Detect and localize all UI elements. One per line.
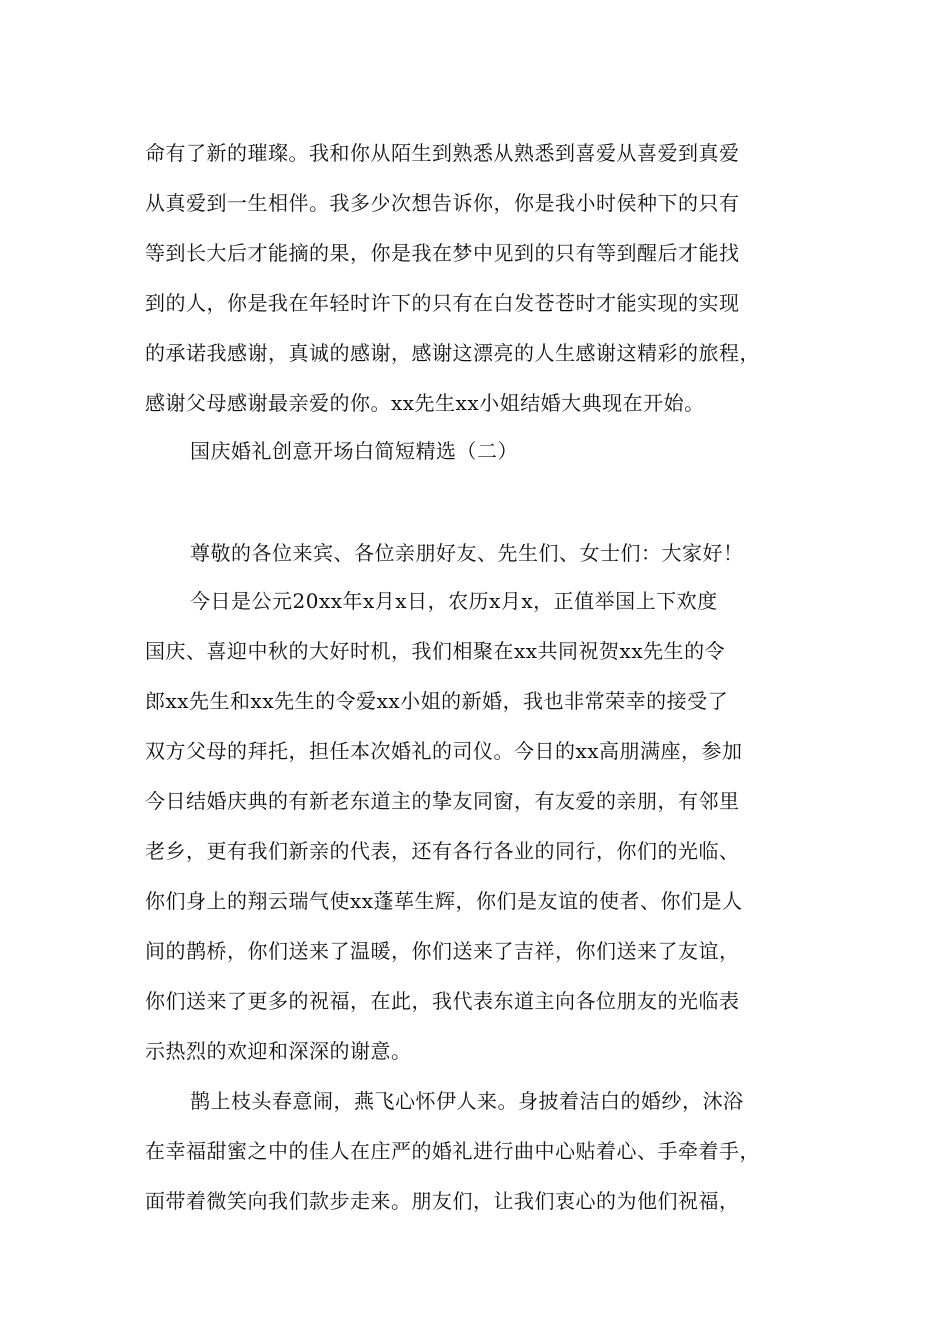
text-line: 双方父母的拜托，担任本次婚礼的司仪。今日的xx高朋满座，参加 bbox=[145, 739, 743, 763]
text-line: 今日结婚庆典的有新老东道主的挚友同窗，有友爱的亲朋，有邻里 bbox=[145, 789, 740, 813]
text-line: 间的鹊桥，你们送来了温暖，你们送来了吉祥，你们送来了友谊， bbox=[145, 939, 740, 963]
text-line: 等到长大后才能摘的果，你是我在梦中见到的只有等到醒后才能找 bbox=[145, 241, 740, 265]
text-line: 老乡，更有我们新亲的代表，还有各行各业的同行，你们的光临、 bbox=[145, 839, 740, 863]
text-line: 的承诺我感谢，真诚的感谢，感谢这漂亮的人生感谢这精彩的旅程， bbox=[145, 341, 760, 365]
text-line: 到的人，你是我在年轻时许下的只有在白发苍苍时才能实现的实现 bbox=[145, 291, 740, 315]
text-line: 国庆、喜迎中秋的大好时机，我们相聚在xx共同祝贺xx先生的令 bbox=[145, 639, 726, 663]
text-line: 从真爱到一生相伴。我多少次想告诉你，你是我小时侯种下的只有 bbox=[145, 191, 740, 215]
text-line: 鹊上枝头春意闹，燕飞心怀伊人来。身披着洁白的婚纱，沐浴 bbox=[190, 1089, 744, 1113]
text-line: 今日是公元20xx年x月x日，农历x月x，正值举国上下欢度 bbox=[190, 589, 718, 613]
section-heading: 国庆婚礼创意开场白简短精选（二） bbox=[190, 439, 518, 463]
text-line: 你们身上的翔云瑞气使xx蓬荜生辉，你们是友谊的使者、你们是人 bbox=[145, 889, 743, 913]
text-line: 感谢父母感谢最亲爱的你。xx先生xx小姐结婚大典现在开始。 bbox=[145, 391, 705, 415]
text-line: 命有了新的璀璨。我和你从陌生到熟悉从熟悉到喜爱从喜爱到真爱 bbox=[145, 141, 740, 165]
text-line: 你们送来了更多的祝福，在此，我代表东道主向各位朋友的光临表 bbox=[145, 989, 740, 1013]
text-line: 面带着微笑向我们款步走来。朋友们，让我们衷心的为他们祝福， bbox=[145, 1189, 740, 1213]
text-line: 尊敬的各位来宾、各位亲朋好友、先生们、女士们：大家好！ bbox=[190, 541, 744, 565]
text-line: 在幸福甜蜜之中的佳人在庄严的婚礼进行曲中心贴着心、手牵着手， bbox=[145, 1139, 760, 1163]
text-line: 示热烈的欢迎和深深的谢意。 bbox=[145, 1039, 412, 1063]
text-line: 郎xx先生和xx先生的令爱xx小姐的新婚，我也非常荣幸的接受了 bbox=[145, 689, 729, 713]
